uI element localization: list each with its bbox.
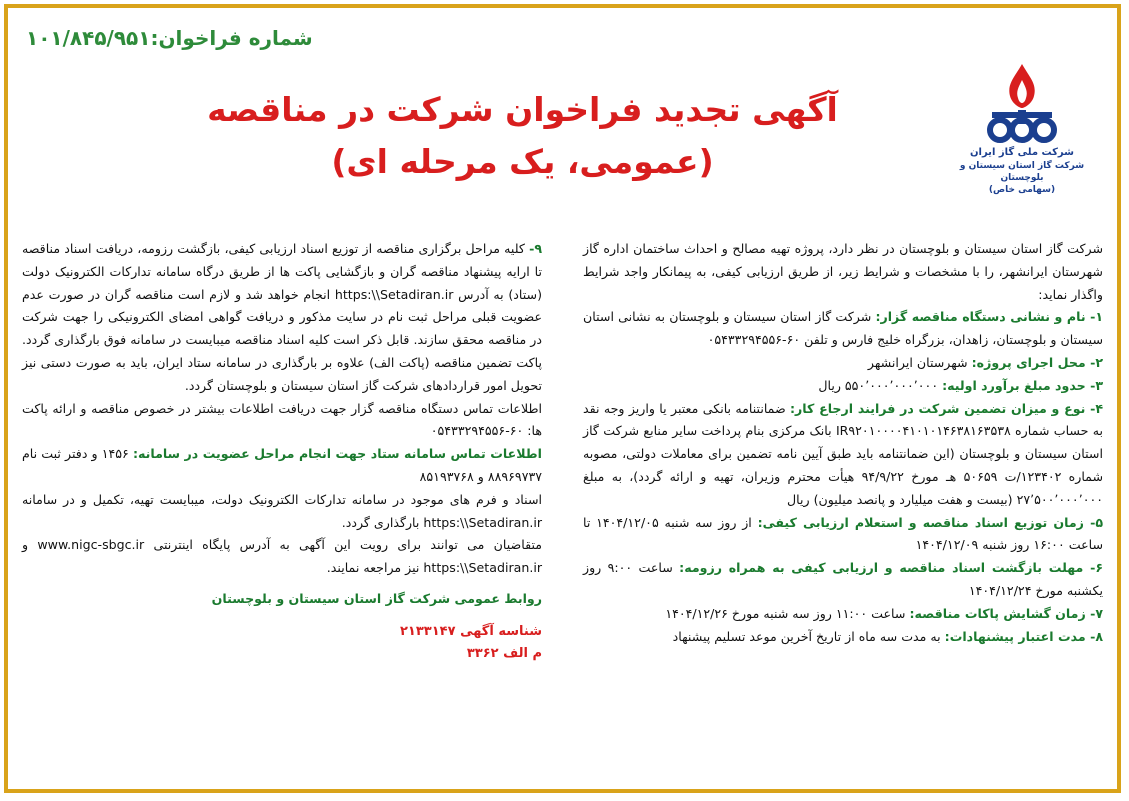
company-logo [947,58,1097,196]
nigc-website-link[interactable]: www.nigc-sbgc.ir [37,537,145,553]
logo-company-name: شرکت ملی گاز ایران [970,147,1074,158]
ad-id: شناسه آگهی ۲۱۳۳۱۴۷ [400,623,542,639]
item-3 [583,375,1103,398]
setadiran-link-3[interactable]: https:\\Setadiran.ir [423,560,542,576]
setadiran-link[interactable]: https:\\Setadiran.ir [334,286,454,302]
left-column [22,238,542,665]
item-5-label: ۵- زمان توزیع اسناد مناقصه و استعلام ارزیابی کیفی: [757,514,1103,530]
setad-contact-label: اطلاعات تماس سامانه ستاد جهت انجام مراحل عضویت در سامانه: [132,446,542,462]
setad-contact-text: ۱۴۵۶ و دفتر ثبت نام ۸۸۹۶۹۷۳۷ و ۸۵۱۹۳۷۶۸ [22,446,542,484]
intro-paragraph: شرکت گاز استان سیستان و بلوچستان در نظر دارد، پروژه تهیه مصالح و احداث ساختمان اداره گاز شهرستان ایرانشهر، را با مشخصات و شرایط زیر، از طریق ارزیابی کیفی، به پیمانکار واجد شرایط واگذار نماید: [583,241,1103,302]
item-1-text: شرکت گاز استان سیستان و بلوچستان به نشانی استان سیستان و بلوچستان، زاهدان، بزرگراه خلیج فارس و تلفن ۶۰-۰۵۴۳۳۲۹۴۵۵۶ [583,309,1103,348]
call-number: شماره فراخوان:۱۰۱/۸۴۵/۹۵۱ [26,26,313,50]
public-relations-signature: روابط عمومی شرکت گاز استان سیستان و بلوچستان [211,590,542,606]
item-1-label: ۱- نام و نشانی دستگاه مناقصه گزار: [875,309,1103,325]
setadiran-link-2[interactable]: https:\\Setadiran.ir [423,514,542,530]
nigc-flame-logo-icon [974,58,1070,146]
item-9-label: ۹- [529,241,542,256]
title-line-1: آگهی تجدید فراخوان شرکت در مناقصه [207,90,838,129]
right-column [583,238,1103,648]
setad-contact [22,443,542,489]
item-5-text: از روز سه شنبه ۱۴۰۴/۱۲/۰۵ تا ساعت ۱۶:۰۰ روز شنبه ۱۴۰۴/۱۲/۰۹ [583,514,1103,553]
item-6-label: ۶- مهلت بازگشت اسناد مناقصه و ارزیابی کیفی به همراه رزومه: [679,560,1103,576]
header [22,18,1103,228]
item-4 [583,398,1103,512]
website-text-b: نیز مراجعه نمایند. [326,560,424,576]
documents-note [22,489,542,535]
notice-title [142,84,903,188]
item-9-text-a: کلیه مراحل برگزاری مناقصه از توزیع اسناد ارزیابی کیفی، بازگشت رزومه، دریافت اسناد مناقصه تا ارایه پیشنهاد مناقصه گران و بازگشایی پاکت ها از طریق درگاه سامانه تدارکات الکترونیک دولت (ستاد) به آدرس [22,241,543,302]
notice-body [22,18,1103,779]
title-line-2: (عمومی، یک مرحله ای) [331,142,714,181]
documents-text-a: اسناد و فرم های موجود در سامانه تدارکات الکترونیک دولت، میبایست تهیه، تکمیل و در سامانه [22,491,542,507]
notice-frame [4,4,1121,793]
item-6 [583,557,1103,603]
item-2-label: ۲- محل اجرای پروژه: [971,354,1103,370]
item-4-text: ضمانتنامه بانکی معتبر یا واریز وجه نقد به حساب شماره IR۹۲۰۱۰۰۰۰۴۱۰۱۰۱۴۶۳۸۱۶۳۵۳۸ بانک مرکزی بنام پرداخت سایر منابع شرکت گاز استان سیستان و بلوچستان (این ضمانتنامه باید طبق آیین نامه تضمین برای معاملات دولتی، مصوبه شماره ۱۲۳۴۰۲/ت ۵۰۶۵۹ هـ مورخ ۹۴/۹/۲۲ هیأت محترم وزیران، تهیه و ارائه گردد)، به مبلغ ۲۷٬۵۰۰٬۰۰۰٬۰۰۰ (بیست و هفت میلیارد و پانصد میلیون) ریال [583,400,1104,507]
item-8 [583,626,1103,649]
item-3-label: ۳- حدود مبلغ برآورد اولیه: [942,377,1103,393]
ad-code: م الف ۳۳۶۲ [466,645,542,661]
item-2-text: شهرستان ایرانشهر [867,354,972,370]
item-8-label: ۸- مدت اعتبار پیشنهادات: [944,628,1103,644]
contact-info: اطلاعات تماس دستگاه مناقصه گزار جهت دریافت اطلاعات بیشتر در خصوص مناقصه و ارائه پاکت ها: ۶۰-۰۵۴۳۳۲۹۴۵۵۶ [22,400,542,439]
notice-columns [22,238,1103,779]
item-4-label: ۴- نوع و میزان تضمین شرکت در فرایند ارجاع کار: [790,400,1103,416]
item-7-text: ساعت ۱۱:۰۰ روز سه شنبه مورخ ۱۴۰۴/۱۲/۲۶ [665,605,910,621]
website-text-a: متقاضیان می توانند برای رویت این آگهی به آدرس پایگاه اینترنتی [144,537,542,553]
item-9 [22,238,542,398]
website-and: و [22,537,38,553]
item-1 [583,306,1103,352]
item-8-text: به مدت سه ماه از تاریخ آخرین موعد تسلیم پیشنهاد [672,628,945,644]
item-5 [583,512,1103,558]
website-note [22,534,542,580]
item-9-text-b: انجام خواهد شد و لازم است مناقصه گران در صورت عدم عضویت قبلی مراحل ثبت نام در سایت مذکور و دریافت گواهی امضای الکترونیکی را جهت شرکت در مناقصه محقق سازند. قابل ذکر است کلیه اسناد مناقصه میبایست در سامانه فوق بارگذاری گردد. پاکت تضمین مناقصه (پاکت الف) علاوه بر بارگذاری در سامانه ستاد ایران، باید به صورت دستی نیز تحویل امور قراردادهای شرکت گاز استان سیستان و بلوچستان گردد. [22,286,542,393]
item-7-label: ۷- زمان گشایش پاکات مناقصه: [909,605,1103,621]
item-6-text: ساعت ۹:۰۰ روز یکشنبه مورخ ۱۴۰۴/۱۲/۲۴ [583,560,1103,598]
logo-company-type: (سهامی خاص) [988,185,1056,195]
documents-text-b: بارگذاری گردد. [341,514,424,530]
item-2 [583,352,1103,375]
item-3-text: ۵۵۰٬۰۰۰٬۰۰۰٬۰۰۰ ریال [818,377,943,393]
item-7 [583,603,1103,626]
logo-company-subname: شرکت گاز استان سیستان و بلوچستان [959,161,1085,183]
